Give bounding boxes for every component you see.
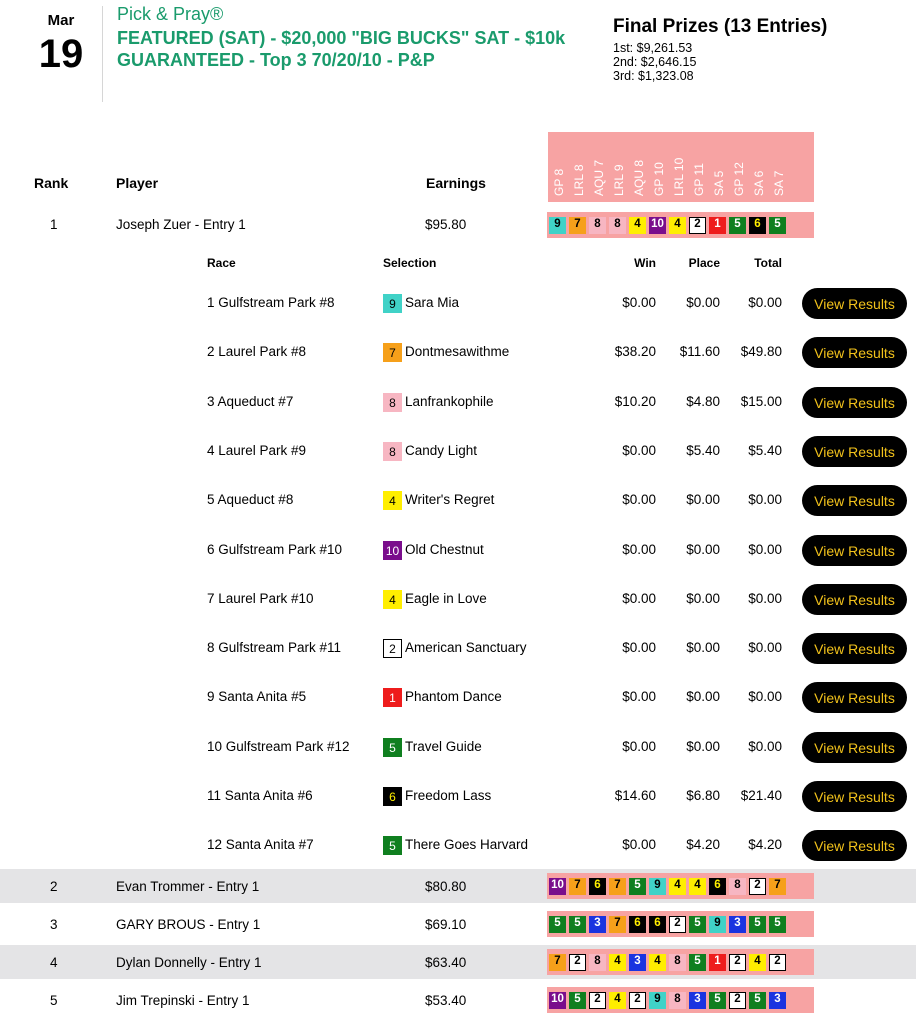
selection-horse-name: Travel Guide bbox=[405, 739, 482, 754]
player-name[interactable]: Jim Trepinski - Entry 1 bbox=[116, 993, 250, 1008]
pick-number-badge: 8 bbox=[589, 217, 606, 234]
pick-number-badge: 5 bbox=[749, 992, 766, 1009]
selection-subheader: Selection bbox=[383, 256, 437, 270]
selection-horse-name: Eagle in Love bbox=[405, 591, 487, 606]
place-amount: $6.80 bbox=[686, 788, 720, 803]
pick-number-badge: 2 bbox=[669, 916, 686, 933]
player-rank: 2 bbox=[50, 879, 58, 894]
view-results-button[interactable]: View Results bbox=[802, 288, 907, 319]
pick-number-badge: 4 bbox=[649, 954, 666, 971]
place-amount: $11.60 bbox=[679, 344, 720, 359]
place-amount: $0.00 bbox=[686, 739, 720, 754]
win-amount: $0.00 bbox=[622, 295, 656, 310]
selection-horse-name: American Sanctuary bbox=[405, 640, 527, 655]
selection-number-badge: 6 bbox=[383, 787, 402, 806]
race-code-label: LRL 10 bbox=[672, 157, 686, 196]
pick-number-badge: 5 bbox=[569, 992, 586, 1009]
pick-number-badge: 7 bbox=[569, 878, 586, 895]
total-amount: $0.00 bbox=[748, 739, 782, 754]
place-subheader: Place bbox=[688, 256, 720, 270]
win-subheader: Win bbox=[634, 256, 656, 270]
pick-number-badge: 6 bbox=[749, 217, 766, 234]
race-name: 5 Aqueduct #8 bbox=[207, 492, 294, 507]
win-amount: $0.00 bbox=[622, 492, 656, 507]
prize-third: 3rd: $1,323.08 bbox=[613, 69, 694, 83]
selection-horse-name: Candy Light bbox=[405, 443, 478, 458]
player-earnings: $63.40 bbox=[425, 955, 467, 970]
place-amount: $0.00 bbox=[686, 295, 720, 310]
race-subheader: Race bbox=[207, 256, 236, 270]
pick-number-badge: 2 bbox=[729, 954, 746, 971]
place-amount: $0.00 bbox=[686, 640, 720, 655]
race-code-label: GP 12 bbox=[732, 162, 746, 196]
view-results-button[interactable]: View Results bbox=[802, 436, 907, 467]
total-amount: $0.00 bbox=[748, 689, 782, 704]
pick-number-badge: 2 bbox=[769, 954, 786, 971]
rank-header: Rank bbox=[34, 175, 69, 191]
win-amount: $0.00 bbox=[622, 443, 656, 458]
pick-number-badge: 4 bbox=[609, 954, 626, 971]
win-amount: $0.00 bbox=[622, 640, 656, 655]
player-rank: 5 bbox=[50, 993, 58, 1008]
race-code-label: AQU 7 bbox=[592, 159, 606, 196]
selection-horse-name: Old Chestnut bbox=[405, 542, 484, 557]
win-amount: $38.20 bbox=[614, 344, 656, 359]
view-results-button[interactable]: View Results bbox=[802, 732, 907, 763]
pick-number-badge: 10 bbox=[649, 217, 666, 234]
pick-number-badge: 4 bbox=[629, 217, 646, 234]
pick-number-badge: 7 bbox=[769, 878, 786, 895]
pick-number-badge: 4 bbox=[689, 878, 706, 895]
selection-number-badge: 8 bbox=[383, 393, 402, 412]
pick-number-badge: 2 bbox=[749, 878, 766, 895]
pick-number-badge: 4 bbox=[749, 954, 766, 971]
player-rank: 1 bbox=[50, 217, 58, 232]
player-earnings: $69.10 bbox=[425, 917, 467, 932]
selection-horse-name: Lanfrankophile bbox=[405, 394, 494, 409]
pick-number-badge: 9 bbox=[549, 217, 566, 234]
pick-strip bbox=[547, 911, 814, 937]
selection-horse-name: Writer's Regret bbox=[405, 492, 495, 507]
pick-number-badge: 5 bbox=[769, 916, 786, 933]
player-name[interactable]: Dylan Donnelly - Entry 1 bbox=[116, 955, 262, 970]
view-results-button[interactable]: View Results bbox=[802, 633, 907, 664]
race-name: 10 Gulfstream Park #12 bbox=[207, 739, 350, 754]
player-earnings: $80.80 bbox=[425, 879, 467, 894]
race-code-label: SA 5 bbox=[712, 170, 726, 196]
view-results-button[interactable]: View Results bbox=[802, 535, 907, 566]
pick-number-badge: 5 bbox=[689, 916, 706, 933]
race-code-label: GP 10 bbox=[652, 162, 666, 196]
place-amount: $4.80 bbox=[686, 394, 720, 409]
contest-brand: Pick & Pray® bbox=[117, 4, 224, 24]
pick-number-badge: 4 bbox=[669, 878, 686, 895]
race-code-label: GP 11 bbox=[692, 163, 706, 196]
pick-number-badge: 5 bbox=[629, 878, 646, 895]
date-day: 19 bbox=[38, 32, 84, 76]
pick-number-badge: 5 bbox=[729, 217, 746, 234]
pick-number-badge: 9 bbox=[649, 992, 666, 1009]
win-amount: $0.00 bbox=[622, 837, 656, 852]
pick-number-badge: 6 bbox=[629, 916, 646, 933]
pick-number-badge: 6 bbox=[649, 916, 666, 933]
race-name: 11 Santa Anita #6 bbox=[207, 788, 313, 803]
pick-number-badge: 3 bbox=[629, 954, 646, 971]
total-amount: $15.00 bbox=[740, 394, 782, 409]
total-amount: $0.00 bbox=[748, 591, 782, 606]
pick-number-badge: 4 bbox=[609, 992, 626, 1009]
total-amount: $4.20 bbox=[748, 837, 782, 852]
selection-number-badge: 7 bbox=[383, 343, 402, 362]
selection-number-badge: 8 bbox=[383, 442, 402, 461]
race-code-label: GP 8 bbox=[552, 168, 566, 196]
player-header: Player bbox=[116, 175, 159, 191]
race-code-label: SA 6 bbox=[752, 170, 766, 196]
place-amount: $0.00 bbox=[686, 591, 720, 606]
pick-number-badge: 7 bbox=[609, 878, 626, 895]
pick-number-badge: 2 bbox=[729, 992, 746, 1009]
pick-number-badge: 2 bbox=[589, 992, 606, 1009]
race-name: 8 Gulfstream Park #11 bbox=[207, 640, 342, 655]
win-amount: $0.00 bbox=[622, 739, 656, 754]
selection-horse-name: Dontmesawithme bbox=[405, 344, 510, 359]
win-amount: $0.00 bbox=[622, 689, 656, 704]
pick-number-badge: 9 bbox=[709, 916, 726, 933]
pick-number-badge: 10 bbox=[549, 878, 566, 895]
win-amount: $14.60 bbox=[614, 788, 656, 803]
race-code-label: LRL 8 bbox=[572, 164, 586, 196]
pick-number-badge: 2 bbox=[569, 954, 586, 971]
view-results-button[interactable]: View Results bbox=[802, 485, 907, 516]
selection-number-badge: 4 bbox=[383, 590, 402, 609]
pick-number-badge: 8 bbox=[589, 954, 606, 971]
pick-number-badge: 2 bbox=[689, 217, 706, 234]
pick-number-badge: 6 bbox=[589, 878, 606, 895]
pick-number-badge: 3 bbox=[589, 916, 606, 933]
selection-number-badge: 2 bbox=[383, 639, 402, 658]
pick-strip bbox=[547, 949, 814, 975]
selection-horse-name: Sara Mia bbox=[405, 295, 460, 310]
total-amount: $21.40 bbox=[740, 788, 782, 803]
pick-number-badge: 5 bbox=[709, 992, 726, 1009]
place-amount: $0.00 bbox=[686, 542, 720, 557]
pick-number-badge: 8 bbox=[669, 992, 686, 1009]
pick-number-badge: 6 bbox=[709, 878, 726, 895]
total-amount: $0.00 bbox=[748, 640, 782, 655]
player-name[interactable]: GARY BROUS - Entry 1 bbox=[116, 917, 261, 932]
pick-number-badge: 5 bbox=[749, 916, 766, 933]
selection-number-badge: 5 bbox=[383, 738, 402, 757]
pick-number-badge: 5 bbox=[569, 916, 586, 933]
pick-strip bbox=[547, 987, 814, 1013]
race-name: 7 Laurel Park #10 bbox=[207, 591, 314, 606]
pick-number-badge: 2 bbox=[629, 992, 646, 1009]
race-name: 4 Laurel Park #9 bbox=[207, 443, 307, 458]
player-rank: 4 bbox=[50, 955, 58, 970]
view-results-button[interactable]: View Results bbox=[802, 682, 907, 713]
pick-number-badge: 8 bbox=[729, 878, 746, 895]
race-code-label: LRL 9 bbox=[612, 164, 626, 196]
place-amount: $4.20 bbox=[686, 837, 720, 852]
player-name[interactable]: Evan Trommer - Entry 1 bbox=[116, 879, 260, 894]
win-amount: $0.00 bbox=[622, 542, 656, 557]
pick-number-badge: 5 bbox=[549, 916, 566, 933]
view-results-button[interactable]: View Results bbox=[802, 830, 907, 861]
selection-horse-name: There Goes Harvard bbox=[405, 837, 529, 852]
pick-number-badge: 8 bbox=[609, 217, 626, 234]
pick-number-badge: 1 bbox=[709, 217, 726, 234]
date-month: Mar bbox=[47, 12, 75, 29]
race-name: 3 Aqueduct #7 bbox=[207, 394, 294, 409]
race-code-label: SA 7 bbox=[772, 170, 786, 196]
earnings-header: Earnings bbox=[426, 175, 486, 191]
pick-number-badge: 3 bbox=[729, 916, 746, 933]
win-amount: $0.00 bbox=[622, 591, 656, 606]
selection-number-badge: 5 bbox=[383, 836, 402, 855]
place-amount: $0.00 bbox=[686, 492, 720, 507]
pick-number-badge: 3 bbox=[769, 992, 786, 1009]
header-divider bbox=[102, 6, 103, 102]
player-earnings: $53.40 bbox=[425, 993, 467, 1008]
pick-number-badge: 1 bbox=[709, 954, 726, 971]
pick-strip bbox=[547, 212, 814, 238]
pick-number-badge: 5 bbox=[769, 217, 786, 234]
place-amount: $5.40 bbox=[686, 443, 720, 458]
pick-number-badge: 10 bbox=[549, 992, 566, 1009]
prize-second: 2nd: $2,646.15 bbox=[613, 55, 697, 69]
contest-title: FEATURED (SAT) - $20,000 "BIG BUCKS" SAT - $10k GUARANTEED - Top 3 70/20/10 - P&P bbox=[117, 28, 566, 70]
total-subheader: Total bbox=[754, 256, 782, 270]
total-amount: $5.40 bbox=[748, 443, 782, 458]
prize-first: 1st: $9,261.53 bbox=[613, 41, 693, 55]
pick-number-badge: 7 bbox=[549, 954, 566, 971]
selection-number-badge: 4 bbox=[383, 491, 402, 510]
total-amount: $0.00 bbox=[748, 542, 782, 557]
pick-number-badge: 3 bbox=[689, 992, 706, 1009]
view-results-button[interactable]: View Results bbox=[802, 584, 907, 615]
race-name: 1 Gulfstream Park #8 bbox=[207, 295, 335, 310]
total-amount: $0.00 bbox=[748, 492, 782, 507]
total-amount: $0.00 bbox=[748, 295, 782, 310]
pick-number-badge: 7 bbox=[609, 916, 626, 933]
race-name: 6 Gulfstream Park #10 bbox=[207, 542, 343, 557]
view-results-button[interactable]: View Results bbox=[802, 337, 907, 368]
selection-horse-name: Phantom Dance bbox=[405, 689, 502, 704]
pick-number-badge: 7 bbox=[569, 217, 586, 234]
view-results-button[interactable]: View Results bbox=[802, 387, 907, 418]
player-name[interactable]: Joseph Zuer - Entry 1 bbox=[116, 217, 246, 232]
selection-number-badge: 1 bbox=[383, 688, 402, 707]
place-amount: $0.00 bbox=[686, 689, 720, 704]
pick-number-badge: 5 bbox=[689, 954, 706, 971]
pick-number-badge: 4 bbox=[669, 217, 686, 234]
pick-number-badge: 8 bbox=[669, 954, 686, 971]
selection-number-badge: 10 bbox=[383, 541, 402, 560]
selection-number-badge: 9 bbox=[383, 294, 402, 313]
total-amount: $49.80 bbox=[740, 344, 782, 359]
selection-horse-name: Freedom Lass bbox=[405, 788, 492, 803]
race-name: 12 Santa Anita #7 bbox=[207, 837, 314, 852]
race-code-label: AQU 8 bbox=[632, 159, 646, 196]
view-results-button[interactable]: View Results bbox=[802, 781, 907, 812]
player-earnings: $95.80 bbox=[425, 217, 467, 232]
final-prizes-title: Final Prizes (13 Entries) bbox=[613, 16, 828, 37]
race-columns-header bbox=[548, 132, 814, 202]
win-amount: $10.20 bbox=[614, 394, 656, 409]
pick-number-badge: 9 bbox=[649, 878, 666, 895]
race-name: 2 Laurel Park #8 bbox=[207, 344, 307, 359]
race-name: 9 Santa Anita #5 bbox=[207, 689, 307, 704]
pick-strip bbox=[547, 873, 814, 899]
player-rank: 3 bbox=[50, 917, 58, 932]
